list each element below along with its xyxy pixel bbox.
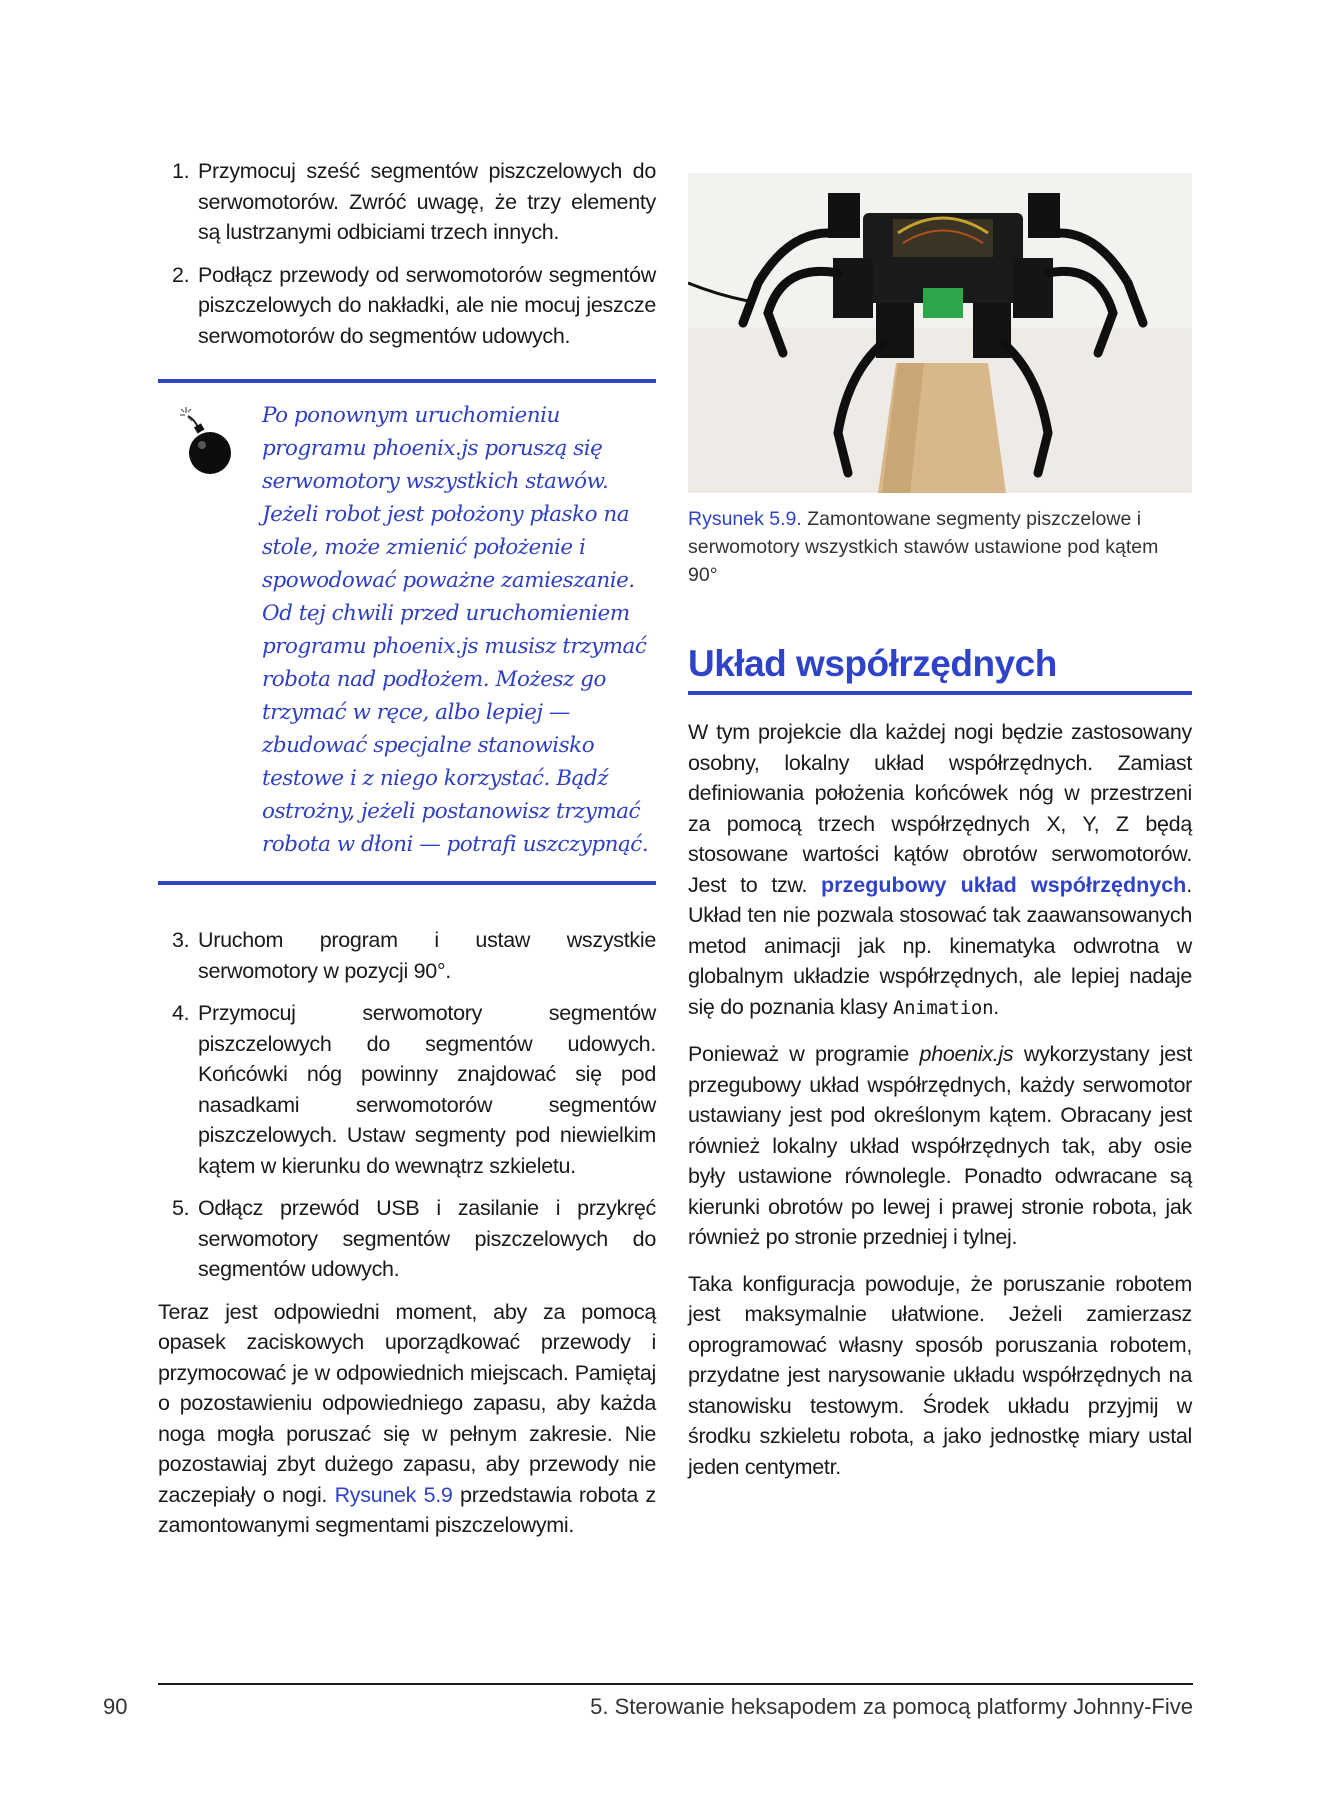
paragraph-text: przedstawia robota z zamontowanymi segmentami piszczelowymi. xyxy=(158,1482,657,1537)
step-text: Uruchom program i ustaw wszystkie serwomotory w pozycji 90°. xyxy=(198,928,656,983)
caption-text: Zamontowane segmenty piszczelowe i serwomotory wszystkich stawów ustawione pod kątem 90° xyxy=(688,508,1159,586)
list-item xyxy=(158,925,656,986)
chapter-title: 5. Sterowanie heksapodem za pomocą platformy Johnny-Five xyxy=(590,1694,1193,1719)
paragraph-text: . xyxy=(993,994,999,1019)
paragraph-text: wykorzystany jest przegubowy układ współrzędnych, każdy serwomotor ustawiany jest pod określonym kątem. Obracany jest również lokalny układ współrzędnych tak, aby osie były ustawione równolegle. Ponadto odwracane są kierunki obrotów po lewej i prawej stronie robota, jak również po stronie przedniej i tylnej. xyxy=(688,1042,1192,1249)
paragraph-text: W tym projekcie dla każdej nogi będzie zastosowany osobny, lokalny układ współrzędnych. Zamiast definiowania położenia końcówek nóg w przestrzeni za pomocą trzech współrzędnych X, Y, Z będą stosowane wartości kątów obrotów serwomotorów. Jest to tzw. xyxy=(688,720,1192,897)
step-text: Przymocuj serwomotory segmentów piszczelowych do segmentów udowych. Końcówki nóg powinny znajdować się pod nasadkami serwomotorów segmentów piszczelowych. Ustaw segmenty pod niewielkim kątem w kierunku do wewnątrz szkieletu. xyxy=(198,1001,656,1178)
step-text: Podłącz przewody od serwomotorów segmentów piszczelowych do nakładki, ale nie mocuj jeszcze serwomotorów do segmentów udowych. xyxy=(198,262,656,348)
body-paragraph xyxy=(688,717,1192,1023)
figure-label: Rysunek 5.9. xyxy=(688,508,802,530)
steps-list-top xyxy=(158,156,656,351)
hexapod-robot-image xyxy=(688,173,1192,493)
italic-term: phoenix.js xyxy=(919,1042,1014,1066)
list-item xyxy=(158,260,656,352)
list-item xyxy=(158,1193,656,1285)
right-column xyxy=(688,173,1192,1498)
robot-photo xyxy=(688,173,1192,493)
figure-link[interactable]: Rysunek 5.9 xyxy=(334,1482,453,1507)
left-column xyxy=(158,156,656,1557)
bomb-icon xyxy=(178,401,238,481)
page-number: 90 xyxy=(103,1694,128,1719)
step-number: 5. xyxy=(172,1196,190,1220)
warning-box xyxy=(158,379,656,885)
body-paragraph: Taka konfiguracja powoduje, że poruszanie robotem jest maksymalnie ułatwione. Jeżeli zamierzasz oprogramować własny sposób poruszania robotem, przydatne jest narysowanie układu współrzędnych na stanowisku testowym. Środek układu przyjmij w środku szkieletu robota, a jako jednostkę miary ustal jeden centymetr. xyxy=(688,1271,1192,1479)
list-item xyxy=(158,156,656,248)
body-paragraph xyxy=(688,1039,1192,1253)
section-heading: Układ współrzędnych xyxy=(688,643,1192,695)
code-term: Animation xyxy=(892,996,994,1019)
warning-text: Po ponownym uruchomieniu programu phoenix.js poruszą się serwomotory wszystkich stawów. Jeżeli robot jest położony płasko na stole, może zmienić położenie i spowodować poważne zamieszanie. Od tej chwili przed uruchomieniem programu phoenix.js musisz trzymać robota nad podłożem. Możesz go trzymać w ręce, albo lepiej — zbudować specjalne stanowisko testowe i z niego korzystać. Bądź ostrożny, jeżeli postanowisz trzymać robota w dłoni — potrafi uszczypnąć. xyxy=(262,403,649,857)
figure-caption xyxy=(688,505,1192,589)
paragraph-text: Ponieważ w programie xyxy=(688,1042,920,1066)
highlighted-term: przegubowy układ współrzędnych xyxy=(821,872,1187,897)
step-number: 1. xyxy=(172,159,190,183)
paragraph-text: . Układ ten nie pozwala stosować tak zaawansowanych metod animacji jak np. kinematyka odwrotna w globalnym układzie współrzędnych, ale lepiej nadaje się do poznania klasy xyxy=(688,872,1192,1019)
step-number: 4. xyxy=(172,1001,190,1025)
list-item xyxy=(158,998,656,1181)
paragraph-text: Teraz jest odpowiedni moment, aby za pomocą opasek zaciskowych uporządkować przewody i przymocować je w odpowiednich miejscach. Pamiętaj o pozostawieniu odpowiedniego zapasu, aby każda noga mogła poruszać się w pełnym zakresie. Nie pozostawiaj zbyt dużego zapasu, aby przewody nie zaczepiały o nogi. xyxy=(158,1299,656,1507)
steps-list-bottom xyxy=(158,925,656,1285)
step-number: 3. xyxy=(172,928,190,952)
footer-divider xyxy=(158,1683,1193,1685)
step-number: 2. xyxy=(172,262,190,287)
step-text: Odłącz przewód USB i zasilanie i przykręć serwomotory segmentów piszczelowych do segmentów udowych. xyxy=(198,1196,656,1281)
body-paragraph xyxy=(158,1297,656,1541)
step-text: Przymocuj sześć segmentów piszczelowych do serwomotorów. Zwróć uwagę, że trzy elementy są lustrzanymi odbiciami trzech innych. xyxy=(198,159,656,244)
